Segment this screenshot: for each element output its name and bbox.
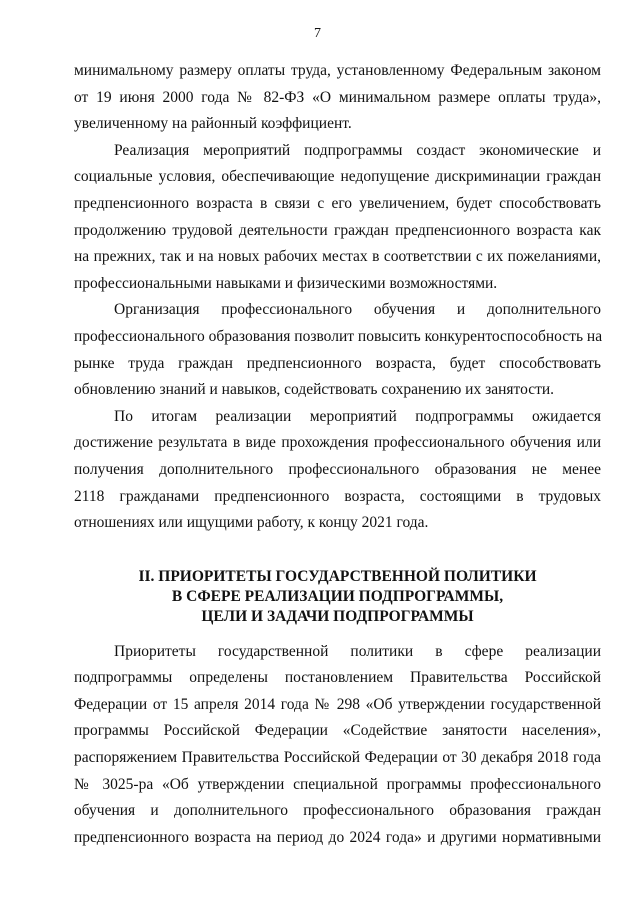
text-line: Федерации от 15 апреля 2014 года № 298 «Об утверждении государственной bbox=[74, 695, 601, 713]
text-line: № 3025-ра «Об утверждении специальной программы профессионального bbox=[74, 775, 601, 793]
document-body bbox=[74, 58, 601, 851]
page-number: 7 bbox=[314, 26, 321, 41]
text-line: 2118 гражданами предпенсионного возраста, состоящими в трудовых bbox=[74, 487, 601, 505]
paragraph-1 bbox=[74, 58, 601, 138]
text-line: профессиональными навыками и физическими возможностями. bbox=[74, 274, 498, 292]
text-line: предпенсионного возраста в связи с его увеличением, будет способствовать bbox=[74, 194, 601, 212]
text-line: Приоритеты государственной политики в сфере реализации bbox=[114, 642, 601, 660]
text-line: подпрограммы определены постановлением Правительства Российской bbox=[74, 669, 601, 687]
text-line: минимальному размеру оплаты труда, установленному Федеральным законом bbox=[74, 62, 601, 79]
text-line: отношениях или ищущими работу, к концу 2021 года. bbox=[74, 514, 429, 532]
text-line: распоряжением Правительства Российской Федерации от 30 декабря 2018 года bbox=[74, 749, 601, 767]
paragraph-3 bbox=[74, 297, 601, 403]
text-line: программы Российской Федерации «Содействие занятости населения», bbox=[74, 722, 601, 740]
section-paragraph bbox=[74, 639, 601, 852]
text-line: социальные условия, обеспечивающие недопущение дискриминации граждан bbox=[74, 168, 601, 186]
heading-line: II. ПРИОРИТЕТЫ ГОСУДАРСТВЕННОЙ ПОЛИТИКИ bbox=[138, 567, 537, 585]
text-line: обновлению знаний и навыков, содействовать сохранению их занятости. bbox=[74, 381, 555, 399]
section-heading bbox=[74, 567, 601, 627]
text-line: По итогам реализации мероприятий подпрограммы ожидается bbox=[114, 407, 601, 425]
text-line: предпенсионного возраста на период до 2024 года» и другими нормативными bbox=[74, 828, 601, 846]
text-line: на прежних, так и на новых рабочих местах в соответствии с их пожеланиями, bbox=[74, 248, 601, 266]
text-line: увеличенному на районный коэффициент. bbox=[74, 115, 352, 133]
text-line: Организация профессионального обучения и дополнительного bbox=[114, 301, 601, 319]
text-line: достижение результата в виде прохождения профессионального обучения или bbox=[74, 434, 601, 452]
text-line: профессионального образования позволит повысить конкурентоспособность на bbox=[74, 327, 603, 345]
text-line: рынке труда граждан предпенсионного возраста, будет способствовать bbox=[74, 354, 601, 372]
paragraph-4 bbox=[74, 404, 601, 537]
text-line: от 19 июня 2000 года № 82-ФЗ «О минимальном размере оплаты труда», bbox=[74, 88, 601, 106]
paragraph-2 bbox=[74, 138, 601, 298]
text-line: Реализация мероприятий подпрограммы создаст экономические и bbox=[114, 141, 601, 159]
heading-line: ЦЕЛИ И ЗАДАЧИ ПОДПРОГРАММЫ bbox=[201, 607, 474, 625]
text-line: продолжению трудовой деятельности граждан предпенсионного возраста как bbox=[74, 221, 601, 239]
heading-line: В СФЕРЕ РЕАЛИЗАЦИИ ПОДПРОГРАММЫ, bbox=[171, 587, 504, 605]
text-line: обучения и дополнительного профессионального образования граждан bbox=[74, 802, 601, 820]
text-line: получения дополнительного профессионального образования не менее bbox=[74, 460, 601, 478]
